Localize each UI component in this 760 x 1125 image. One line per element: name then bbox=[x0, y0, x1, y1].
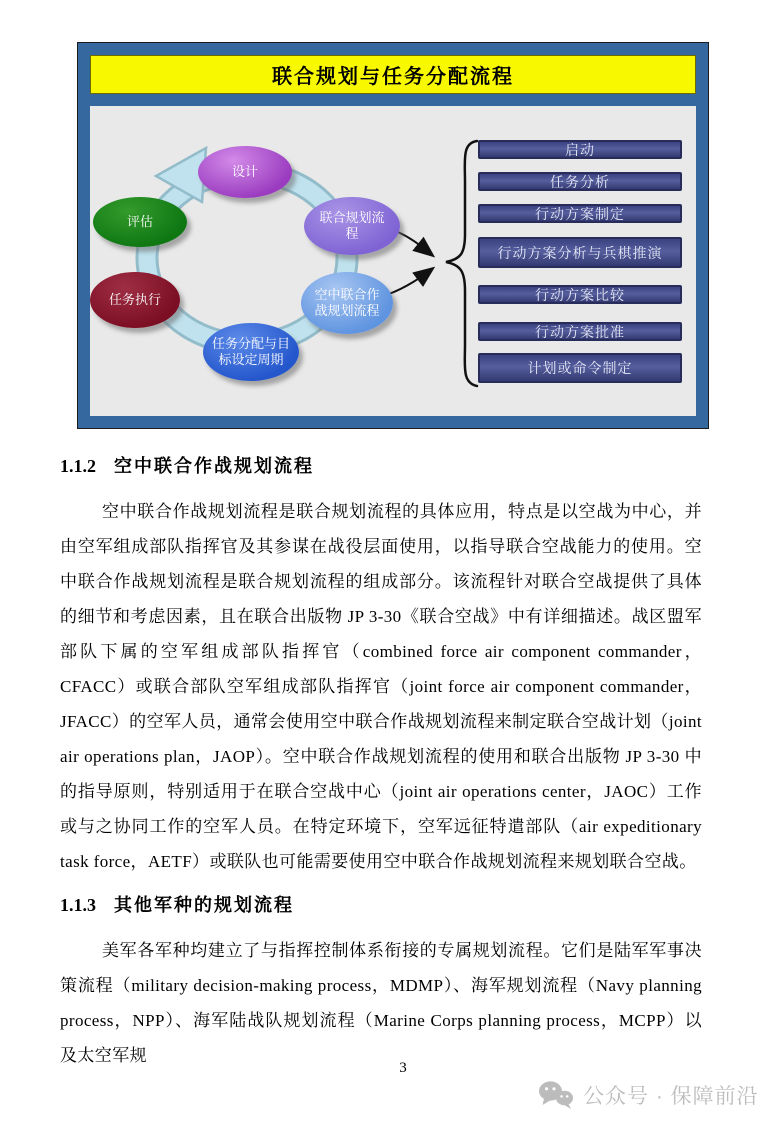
step-box-coa-comparison bbox=[478, 285, 682, 304]
page-number: 3 bbox=[399, 1060, 407, 1076]
step-label: 行动方案分析与兵棋推演 bbox=[497, 246, 663, 262]
cycle-node-label: 评估 bbox=[126, 214, 153, 229]
document-body bbox=[60, 452, 702, 1073]
figure-canvas bbox=[90, 106, 696, 416]
cycle-node-air-planning bbox=[301, 272, 393, 334]
wechat-icon bbox=[538, 1080, 574, 1110]
cycle-node-design bbox=[198, 146, 292, 198]
cycle-node-joint-planning bbox=[304, 197, 400, 255]
cycle-node-label: 设计 bbox=[231, 164, 258, 179]
section-paragraph: 空中联合作战规划流程是联合规划流程的具体应用，特点是以空战为中心，并由空军组成部队指挥官及其参谋在战役层面使用，以指导联合空战能力的使用。空中联合作战规划流程是联合规划流程的组成部分。该流程针对联合空战提供了具体的细节和考虑因素，且在联合出版物 JP 3-30《联合空战》中有详细描述。战区盟军部队下属的空军组成部队指挥官（combined force air component commander，CFACC）或联合部队空军组成部队指挥官（joint force air component commander，JFACC）的空军人员，通常会使用空中联合作战规划流程来制定联合空战计划（joint air operations plan，JAOP）。空中联合作战规划流程的使用和联合出版物 JP 3-30 中的指导原则，特别适用于在联合空战中心（joint air operations center，JAOC）工作或与之协同工作的空军人员。在特定环境下，空军远征特遣部队（air expeditionary task force，AETF）或联队也可能需要使用空中联合作战规划流程来规划联合空战。 bbox=[60, 502, 702, 871]
step-box-plan-order-development bbox=[478, 353, 682, 383]
figure-title: 联合规划与任务分配流程 bbox=[272, 66, 514, 88]
brace-icon bbox=[446, 141, 477, 386]
section-title: 空中联合作战规划流程 bbox=[114, 456, 314, 476]
cycle-node-label: 任务执行 bbox=[108, 292, 161, 307]
connector-arrow-air bbox=[389, 269, 432, 294]
section-number: 1.1.2 bbox=[60, 456, 96, 476]
cycle-node-label: 联合规划流程 bbox=[319, 210, 385, 241]
step-box-initiation bbox=[478, 140, 682, 159]
step-label: 任务分析 bbox=[550, 175, 610, 191]
step-box-coa-approval bbox=[478, 322, 682, 341]
step-label: 启动 bbox=[565, 143, 595, 159]
cycle-node-label: 空中联合作战规划流程 bbox=[314, 287, 380, 318]
section-number: 1.1.3 bbox=[60, 895, 96, 915]
step-box-coa-development bbox=[478, 204, 682, 223]
cycle-node-execute bbox=[90, 272, 180, 328]
step-label: 行动方案批准 bbox=[535, 325, 625, 341]
cycle-node-tasking-cycle bbox=[203, 323, 299, 381]
section-heading-113 bbox=[60, 891, 702, 917]
section-paragraph: 美军各军种均建立了与指挥控制体系衔接的专属规划流程。它们是陆军军事决策流程（military decision-making process，MDMP）、海军规划流程（Navy planning process，NPP）、海军陆战队规划流程（Marine Corps planning process，MCPP）以及太空军规 bbox=[60, 941, 702, 1065]
watermark bbox=[538, 1080, 759, 1110]
step-label: 行动方案制定 bbox=[535, 207, 625, 223]
watermark-text: 公众号 · 保障前沿 bbox=[583, 1085, 759, 1108]
process-flow-figure bbox=[77, 42, 709, 429]
step-label: 行动方案比较 bbox=[535, 288, 625, 304]
connector-arrow-joint bbox=[398, 232, 432, 255]
step-label: 计划或命令制定 bbox=[527, 362, 633, 377]
step-box-mission-analysis bbox=[478, 172, 682, 191]
figure-title-bar bbox=[90, 55, 696, 94]
section-heading-112 bbox=[60, 452, 702, 478]
cycle-node-label: 任务分配与目标设定周期 bbox=[211, 336, 290, 367]
step-box-coa-analysis-wargaming bbox=[478, 237, 682, 268]
section-title: 其他军种的规划流程 bbox=[114, 895, 294, 915]
cycle-node-assess bbox=[93, 197, 187, 247]
